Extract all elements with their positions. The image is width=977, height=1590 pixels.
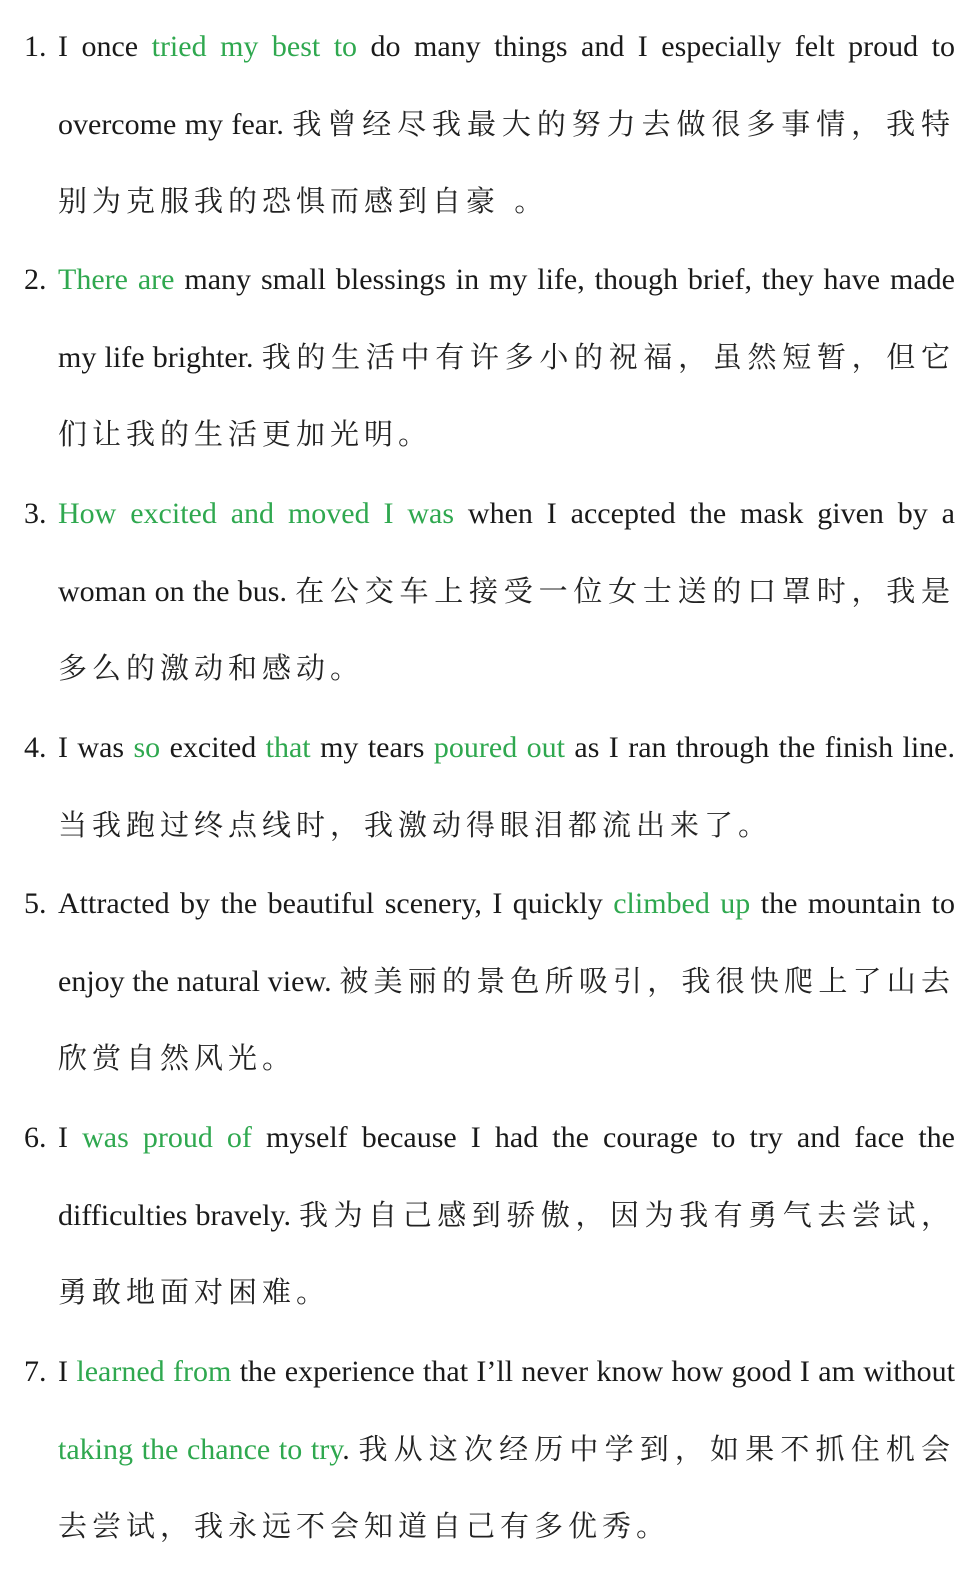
phrase-text: Attracted by the beautiful scenery, I quickly <box>58 887 614 920</box>
sentence-item <box>0 865 977 1098</box>
phrase-text: I was <box>58 731 134 764</box>
sentence-item <box>0 475 977 708</box>
phrase-text: the experience that I’ll never know how good I am without <box>231 1355 955 1388</box>
sentence-chinese: 我的生活中有许多小的祝福，虽然短暂，但它们让我的生活更加光明。 <box>58 339 956 451</box>
phrase-text: my tears <box>310 731 434 764</box>
phrase-text: myself because I had the courage to try and face the difficulties bravely. <box>58 1121 955 1232</box>
sentence-number: 6. <box>24 1121 47 1154</box>
sentence-chinese: 在公交车上接受一位女士送的口罩时，我是多么的激动和感动。 <box>58 573 955 685</box>
sentence-number: 5. <box>24 887 47 920</box>
sentence-item <box>0 1333 977 1566</box>
highlighted-phrase: climbed up <box>613 887 751 920</box>
phrase-text: . <box>342 1432 350 1466</box>
sentence-chinese: 我从这次经历中学到，如果不抓住机会去尝试，我永远不会知道自己有多优秀。 <box>58 1431 956 1543</box>
highlighted-phrase: learned from <box>76 1355 232 1388</box>
phrase-text: do many things and I especially felt proud to overcome my fear. <box>58 30 955 141</box>
highlighted-phrase: poured out <box>433 731 565 764</box>
sentence-item <box>0 709 977 864</box>
sentence-item <box>0 8 977 241</box>
phrase-text: I <box>58 1355 77 1388</box>
highlighted-phrase: so <box>133 731 161 764</box>
phrase-text: excited <box>160 731 266 764</box>
highlighted-phrase: taking the chance to try <box>58 1432 343 1466</box>
highlighted-phrase: There are <box>58 263 175 296</box>
highlighted-phrase: was proud of <box>82 1121 252 1154</box>
sentence-number: 7. <box>24 1355 47 1388</box>
phrase-text: when I accepted the mask given by a woman on the bus. <box>58 497 955 608</box>
sentence-chinese: 当我跑过终点线时，我激动得眼泪都流出来了。 <box>58 807 773 842</box>
phrase-text: I <box>58 1121 83 1154</box>
phrase-text: the mountain to enjoy the natural view. <box>58 887 955 998</box>
phrase-text: as I ran through the finish line. <box>564 731 955 764</box>
sentence-chinese: 被美丽的景色所吸引，我很快爬上了山去欣赏自然风光。 <box>58 963 955 1075</box>
phrase-text: I once <box>58 30 152 63</box>
sentence-number: 1. <box>24 30 47 63</box>
sentence-number: 3. <box>24 497 47 530</box>
sentence-item <box>0 1099 977 1332</box>
highlighted-phrase: tried my best to <box>151 30 358 63</box>
sentence-chinese: 我为自己感到骄傲，因为我有勇气去尝试，勇敢地面对困难。 <box>58 1197 955 1309</box>
phrase-text: many small blessings in my life, though brief, they have made my life brighter. <box>58 263 955 374</box>
sentence-item <box>0 241 977 474</box>
highlighted-phrase: that <box>265 731 311 764</box>
highlighted-phrase: How excited and moved I was <box>58 497 455 530</box>
sentence-english <box>58 731 955 764</box>
sentence-number: 4. <box>24 731 47 764</box>
sentence-chinese: 我曾经尽我最大的努力去做很多事情，我特别为克服我的恐惧而感到自豪 。 <box>58 106 956 218</box>
sentence-number: 2. <box>24 263 47 296</box>
